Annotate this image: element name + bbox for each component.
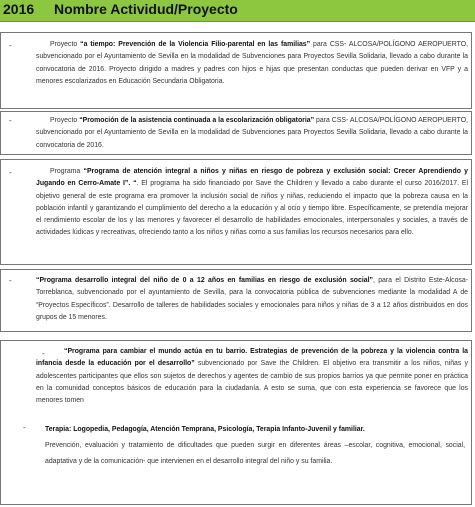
bullet-marker: - bbox=[9, 41, 12, 50]
bullet-marker: - bbox=[23, 423, 26, 432]
item-description: , para el Distrito Este-Alcosa- Torreblanca, subvencionado por el ayuntamiento de Sevilla, para la convocatoria pública de subvenciones mediante la modalidad A de “Proyectos Específicos”. Desarrollo de talleres de habilidades sociales y emocionales para niños y niñas de 3 a 12 años distribuidos en dos grupos de 15 menores. bbox=[36, 277, 468, 321]
item-title: “a tiempo: Prevención de la Violencia Filio-parental en las familias” bbox=[80, 41, 311, 48]
item-description: . El programa ha sido financiado por Save the Children y llevado a cabo durante el curso 2016/2017. El objetivo general de este programa era promover la inclusión social de niños y niñas, reduciendo el impacto que la pobreza causa en la población infantil y garantizando el cumplimiento del derecho a la educación y al ocio y tiempo libre. Específicamente, se pretendía mejorar el rendimiento escolar de los y las menores y favorecer el desarrollo de habilidades emocionales, interpersonales y sociales, a través de actividades lúdicas y recreativas, ofreciendo tanto a los niños y niñas como a sus familias los recursos necesarios para ello. bbox=[36, 180, 469, 237]
item-description: Prevención, evaluación y tratamiento de dificultades que pueden surgir en diferentes áreas –escolar, cognitiva, emocional, social, adaptativa y de la comunicación- que intervienen en el desarrollo integral del niño y su familia. bbox=[45, 442, 465, 465]
bullet-marker: - bbox=[9, 116, 12, 125]
item-lead: Proyecto bbox=[50, 41, 78, 48]
bullet-marker: - bbox=[42, 349, 45, 358]
item-description: para CSS- ALCOSA/POLÍGONO AEROPUERTO, subvencionado por el Ayuntamiento de Sevilla en la modalidad de Subvenciones para Proyectos Sevilla Solidaria, llevado a cabo durante la convocatoria de 2016. Proyecto dirigido a madres y padres con hijos e hijas que presentan conductas que pueden derivar en VFP y a menores escolarizados en Educación Secundaria Obligatoria. bbox=[36, 41, 468, 85]
item-text bbox=[36, 166, 468, 240]
item-text bbox=[36, 275, 468, 324]
list-item bbox=[0, 420, 472, 505]
list-item bbox=[0, 340, 472, 422]
item-lead: Programa bbox=[50, 168, 81, 175]
item-title: “Programa desarrollo integral del niño de 0 a 12 años en familias en riesgo de exclusión social” bbox=[36, 277, 373, 284]
bullet-marker: - bbox=[9, 276, 12, 285]
bullet-marker: - bbox=[9, 168, 12, 177]
item-description: subvencionado por Save the Children. El objetivo era transmitir a los niños, niñas y adolescentes participantes que ellos son sujetos de derechos y agentes de cambio de sus propios barrios ya que permite poner en práctica en la comunidad conceptos básicos de educación para la ciudadanía. A esto se suma, que con esta experiencia se favorece que los menores tomen bbox=[36, 360, 469, 405]
item-text bbox=[36, 346, 468, 407]
item-lead: Terapia: bbox=[45, 426, 72, 433]
item-lead: Proyecto bbox=[50, 117, 78, 124]
item-text bbox=[36, 39, 468, 88]
list-item bbox=[0, 111, 472, 155]
list-item bbox=[0, 269, 472, 332]
item-text bbox=[36, 115, 468, 152]
year-label: 2016 bbox=[3, 1, 35, 17]
table-header bbox=[0, 0, 475, 22]
column-title: Nombre Actividud/Proyecto bbox=[54, 1, 238, 17]
item-text bbox=[45, 422, 465, 470]
item-title: “Programa para cambiar el mundo actúa en tu barrio. Estrategias de prevención de la pobreza y la violencia contra la infancia desde la educación por el desarrollo” bbox=[36, 348, 468, 368]
list-item bbox=[0, 32, 472, 109]
list-item bbox=[0, 159, 472, 265]
item-title: “Promoción de la asistencia continuada a la escolarización obligatoria” bbox=[79, 117, 315, 124]
item-title: Logopedia, Pedagogía, Atención Temprana, Psicología, Terapia Infanto-Juvenil y familiar. bbox=[71, 426, 365, 433]
item-description: para CSS- ALCOSA/POLÍGONO AEROPUERTO, subvencionado por el Ayuntamiento de Sevilla en la modalidad de Subvenciones para Proyectos Sevilla Solidaria, llevado a cabo durante la convocatoria de 2016. bbox=[36, 117, 468, 149]
item-title: “Programa de atención integral a niños y niñas en riesgo de pobreza y exclusión social: Crecer Aprendiendo y Jugando en Cerro-Amate I”. “ bbox=[36, 168, 468, 188]
